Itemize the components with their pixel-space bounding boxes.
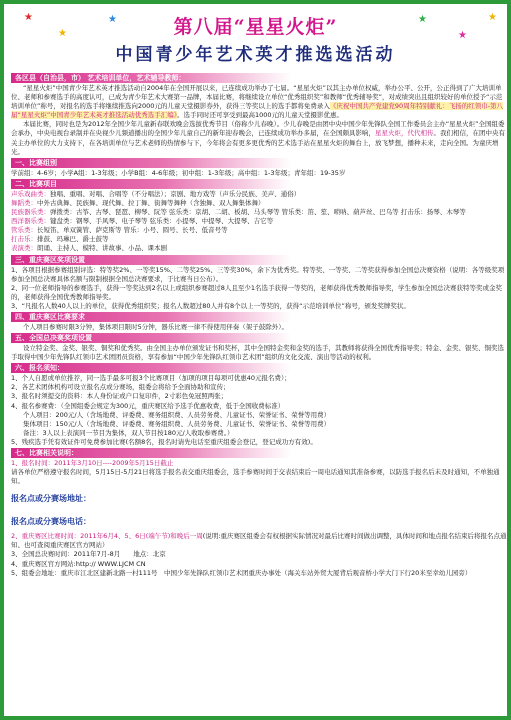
category-row: [11, 190, 508, 199]
category-name: 声乐戏曲类：: [11, 189, 50, 198]
intro-text-2: 本届比赛，同时也是为2012年全国少年儿童新春联欢晚会选拔优秀节目（俗称少儿春晚）。少儿春晚是由团中央中国少年先锋队全国工作委员会主办“星星火炬”全国组委会承办，中央电视台录制并在央视少儿频道播出的全国少年儿童自己的新年迎春晚会，已连续成功举办多届，在全国颇具影响，: [11, 120, 505, 138]
note-line: 1、个人自愿或单位推荐，同一选手最多可报3个比赛项目（加项的项目每项可优惠40元报名费）；: [11, 374, 291, 383]
category-name: 表演类：: [11, 244, 37, 253]
content: [11, 72, 508, 718]
award-rule-3: 3、“凡报名人数40人以上的单位，获得优秀组织奖；报名人数超过80人并有8个以上一等奖的，获得“示范培训单位”称号，颁发奖牌奖状。: [11, 301, 410, 310]
category-name: 民族器乐类：: [11, 208, 50, 217]
category-items: 长短笛、单双簧管、萨克斯等 管乐：小号、圆号、长号、低音号等: [37, 226, 228, 235]
age-groups: 学前组：4-6岁；小学A组：1-3年级；小学B组：4-6年级；初中组：1-3年级；高中组：1-3年级；青年组：19-35岁: [11, 168, 346, 177]
award-rule-2: 2、同一位老师指导的参赛选手，获得一等奖达到2名以上或组织参赛超过8人且至少1名选手获得一等奖的，老师获得优秀教师指导奖，学生参加全国总决赛获特等奖或金奖的，老师获得全国优秀教师指导奖。: [11, 283, 503, 301]
poster-title: 第八届“星星火炬”: [173, 16, 338, 38]
category-items: 中外古典舞、民族舞、现代舞、拉丁舞、街舞等舞种（含独舞、双人舞集体舞）: [37, 198, 265, 207]
intro-highlight-1: 《庆祝中国共产党建党90周年特别献礼：飞扬的红领巾-第八届“星星火炬”中国青少年艺术英才推选活动优秀选手汇编》: [11, 102, 504, 120]
category-items: 独唱、重唱、对唱、合唱等（不分唱法）；京剧、地方戏等（声乐分民族、美声、通俗）: [50, 189, 301, 198]
committee-address: 5、组委会地址：重庆市江北区建新北路一村111号 中国少年先锋队红领巾艺术团重庆办事处（海关车站外贸大厦背后观音桥小学大门下行20米至幸幼儿园旁）: [11, 568, 472, 577]
category-row: [11, 208, 508, 217]
chongqing-time-note: (说明:重庆赛区组委会有权根据实际情况对最后比赛时间做出调整，具体时间和地点报名结束后将报名点通知、也可查阅重庆赛区官方网站）: [11, 532, 507, 550]
chongqing-time: [11, 532, 508, 550]
award-rule-1: 1、各项目根据参赛组别评选：特等奖2%、一等奖15%、二等奖25%、三等奖30%，余下为优秀奖。特等奖、一等奖、二等奖获得参加全国总决赛资格（说明：各等级奖项参加全国总决赛具体名额与限制根据全国总决赛要求，于比赛当日公布）。: [11, 265, 505, 283]
category-row: [11, 217, 508, 226]
note-line: 个人项目：200元/人（含场地费、评委费、赛务组织费、人员劳务费、儿童证书、荣誉证书、荣誉等用费）: [23, 410, 331, 419]
category-row: [11, 226, 508, 235]
category-items: 朗诵、主持人、模特、讲故事、小品、课本剧: [37, 244, 167, 253]
category-items: 弹拨类：古筝、古琴、琵琶、柳琴、阮等 弦乐类：京胡、二胡、板胡、马头琴等 管乐类：笛、笙、唢呐、葫芦丝、巴乌等 打击乐：扬琴、木琴等: [50, 208, 466, 217]
intro-paragraph-2: [11, 120, 508, 156]
competition-requirements: 个人项目参赛时限3分钟，集体项目限时5分钟，器乐比赛一律不得使用伴奏（架子鼓除外）。: [23, 322, 289, 331]
official-website: 4、重庆赛区官方网站:http:// WWW.LJCM CN: [11, 559, 146, 568]
intro-text-2-end: 。我们相信，在团中央有关主办单位的大力支持下，在各培训单位与艺术老师的热情参与下，今年将会有更多更优秀的艺术选手站在星星火炬的舞台上，放飞梦想，播种未来，走向全国。为童庆增光。: [11, 129, 505, 156]
section-7-heading: 七、比赛相关说明：: [11, 448, 291, 458]
category-list: [11, 190, 508, 254]
note-line: 5、残疾选手凭有效证件可免费参加比赛(名额8名，报名时请先电话至重庆组委会登记，登记成功方有效)。: [11, 437, 317, 446]
section-5-heading: 五、全国总决赛奖项设置: [11, 333, 291, 343]
section-6-heading: 六、报名须知：: [11, 363, 291, 373]
units-heading: 各区县（自治县，市） 艺术培训单位，艺术辅导教师：: [11, 73, 291, 83]
intro-highlight-2: 星星火炬，代代相传: [375, 129, 434, 138]
registration-time: [11, 459, 508, 468]
intro-text-1-end: 。选手同时还可享受到最高1000元的儿童天堂摄影优惠。: [177, 111, 344, 120]
category-items: 排鼓、玛琳巴、爵士鼓等: [37, 235, 109, 244]
national-final-time: 3、全国总决赛时间：2011年7月-8月 地点：北京: [11, 550, 166, 559]
category-row: [11, 244, 508, 253]
poster-subtitle: 中国青少年艺术英才推选选活动: [115, 45, 396, 65]
venue-address-label: 报名点或分赛场地址：: [11, 494, 91, 504]
national-awards: 设立特金奖、金奖、银奖、铜奖和优秀奖。由全国主办单位颁发证书和奖杯，其中全国特金奖和金奖的选手，其教师将获得全国优秀指导奖；特金、金奖、银奖、铜奖选手取得中国少年先锋队红领巾艺术团团员资格，享有参加“中国少年先锋队红领巾艺术团”组织的文化交流、演出等活动的权利。: [11, 344, 504, 362]
category-name: 管乐类：: [11, 226, 37, 235]
registration-notes: [11, 374, 508, 447]
star-decoration: ★ ★ ★ ★ ★ ★: [24, 12, 497, 41]
category-name: 舞蹈类：: [11, 198, 37, 207]
chongqing-time-label: 2、重庆赛区比赛时间：2011年6月4、5、6日(端午节)和晚后一周: [11, 532, 203, 541]
note-line: 2、各艺术团体机构可设立报名点或分赛场，组委会将给予全面协助和宣传；: [11, 383, 230, 392]
note-line: 3、报名时须提交的资料：本人身份证或户口复印件，2寸彩色免冠照两张；: [11, 392, 228, 401]
registration-time-label: 1、报名时间：2011年3月10日----2009年5月15日截止: [11, 459, 174, 467]
venue-phone-label: 报名点或分赛场电话：: [11, 517, 91, 527]
intro-text-1: “星星火炬”中国青少年艺术英才推选活动自2004年在全国开展以来，已连续成功举办了七届。“星星火炬”以其主办单位权威，举办公平、公开，公正得到了广大培训单位、老师和参赛选手的高度认可，已成为青少年艺术大赛第一品牌，本届比赛，将继续设立单位“优秀组织奖”和教师“优秀辅导奖”，对成绩突出且组织较好的单位授予“示范培训单位”称号，对报名的选手将继续推选向2000元的儿童天堂摄影券外，获得三等奖以上的选手都将免费录入: [11, 84, 503, 111]
note-line: 4、报名参赛费：（全国组委会规定为300元，重庆赛区给予选手优惠收费，低于全国收费标准）: [11, 401, 285, 410]
registration-time-note: 请各单位严格遵守报名时间，5月15日-5月21日将选手报名表交重庆组委会，选手参赛时间于交表结束后一周电话通知其准备参赛，以防选手报名后未及时通知，不单独通知。: [11, 468, 500, 486]
section-2-heading: 二、比赛项目: [11, 179, 291, 189]
section-3-heading: 三、重庆赛区奖项设置: [11, 255, 291, 265]
note-line: 集体项目：150元/人（含场地费、评委费、赛务组织费、人员劳务费、儿童证书、荣誉证书、荣誉等用费）: [23, 419, 331, 428]
intro-paragraph-1: [11, 84, 508, 120]
section-1-heading: 一、比赛组别: [11, 158, 291, 168]
note-line: 备注：3人以上表演同一节目为集体，双人节目按180元/人收取参赛费。）: [23, 428, 234, 437]
category-name: 打击乐：: [11, 235, 37, 244]
category-items: 键盘类：钢琴、手风琴、电子琴等 弦乐类：小提琴、中提琴、大提琴、吉它等: [50, 217, 274, 226]
category-row: [11, 199, 508, 208]
category-name: 西洋器乐类：: [11, 217, 50, 226]
section-4-heading: 四、重庆赛区比赛要求: [11, 312, 291, 322]
